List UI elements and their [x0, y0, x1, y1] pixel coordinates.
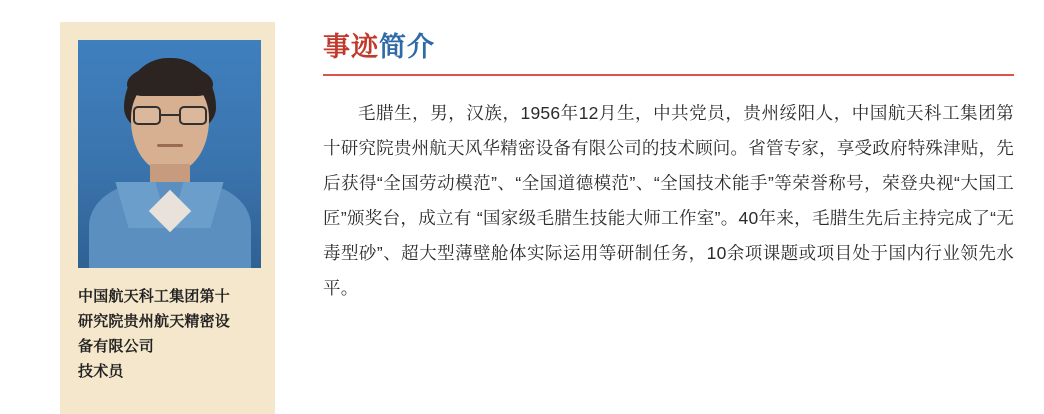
glasses-icon [133, 106, 207, 126]
profile-card [60, 22, 275, 414]
title-divider [323, 74, 1014, 76]
affiliation-line-1: 中国航天科工集团第十 [78, 288, 231, 305]
portrait-fringe [127, 66, 213, 96]
page-title [323, 30, 1014, 64]
page-title-part1: 事迹 [323, 32, 379, 62]
profile-caption [78, 284, 261, 384]
affiliation-line-3: 备有限公司 [78, 338, 155, 355]
content-area [275, 22, 1014, 414]
glasses-lens-left [133, 106, 161, 125]
profile-role: 技术员 [78, 363, 124, 380]
portrait-mouth [157, 144, 183, 147]
page-title-part2: 简介 [379, 32, 435, 62]
glasses-bridge [161, 114, 179, 116]
biography-text: 毛腊生，男，汉族，1956年12月生，中共党员，贵州绥阳人，中国航天科工集团第十研究院贵州航天风华精密设备有限公司的技术顾问。省管专家，享受政府特殊津贴，先后获得“全国劳动模范”、“全国道德模范”、“全国技术能手”等荣誉称号，荣登央视“大国工匠”颁奖台，成立有 “国家级毛腊生技能大师工作室”。40年来，毛腊生先后主持完成了“无毒型砂”、超大型薄壁舱体实际运用等研制任务，10余项课题或项目处于国内行业领先水平。 [323, 103, 1014, 298]
glasses-lens-right [179, 106, 207, 125]
portrait-photo [78, 40, 261, 268]
affiliation-line-2: 研究院贵州航天精密设 [78, 313, 231, 330]
